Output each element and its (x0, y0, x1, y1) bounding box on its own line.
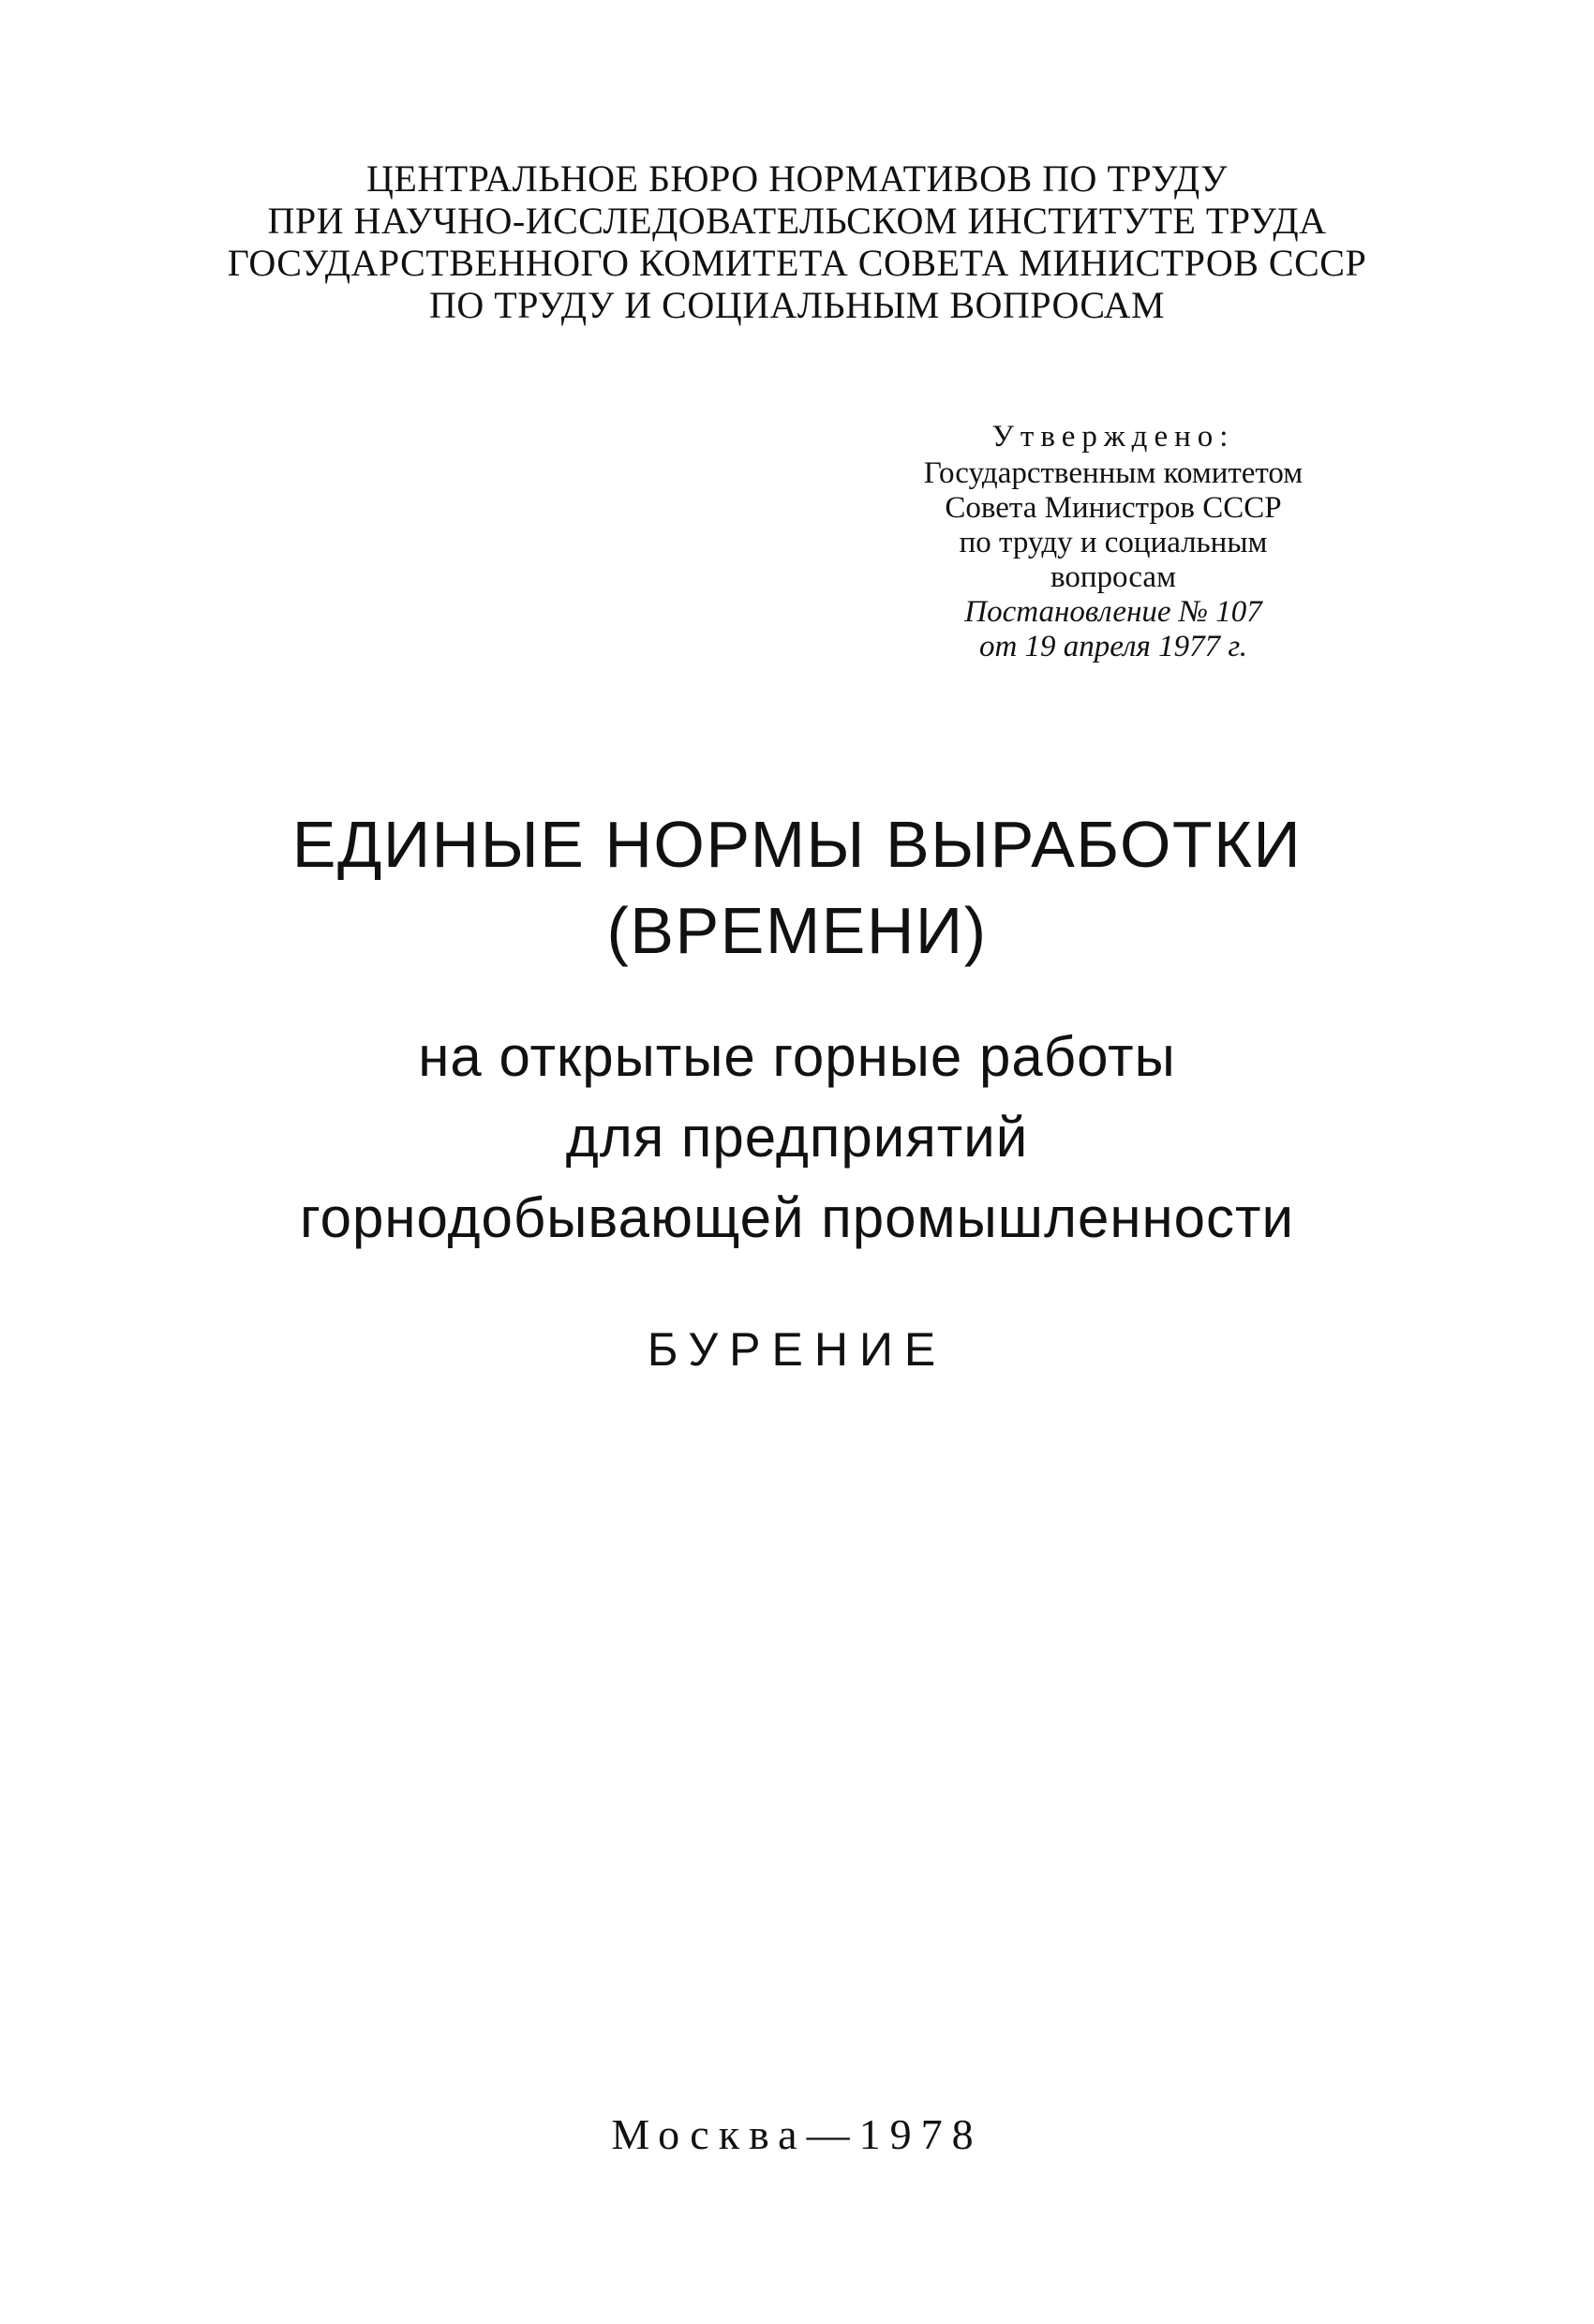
approval-date: от 19 апреля 1977 г. (978, 630, 1248, 663)
approval-line: Государственным комитетом (923, 456, 1304, 490)
title-line: ЕДИНЫЕ НОРМЫ ВЫРАБОТКИ (291, 808, 1303, 881)
approval-line: по труду и социальным (959, 526, 1268, 559)
imprint-footer: Москва—1978 (611, 2110, 983, 2158)
header-line: ПРИ НАУЧНО-ИССЛЕДОВАТЕЛЬСКОМ ИНСТИТУТЕ ТРУДА (267, 200, 1327, 242)
approval-label: Утверждено: (991, 420, 1235, 454)
header-line: ПО ТРУДУ И СОЦИАЛЬНЫМ ВОПРОСАМ (428, 284, 1166, 326)
subtitle-line: на открытые горные работы (418, 1025, 1176, 1088)
approval-line: Совета Министров СССР (945, 491, 1282, 525)
document-title (0, 801, 1594, 974)
subtitle-line: горнодобывающей промышленности (300, 1186, 1294, 1249)
header-line: ЦЕНТРАЛЬНОЕ БЮРО НОРМАТИВОВ ПО ТРУДУ (365, 157, 1228, 200)
approval-block (898, 420, 1329, 664)
approval-decree: Постановление № 107 (964, 595, 1262, 629)
organization-header (0, 157, 1594, 326)
subtitle-line: для предприятий (565, 1106, 1029, 1169)
title-line: (ВРЕМЕНИ) (606, 894, 988, 967)
section-heading: БУРЕНИЕ (647, 1323, 947, 1376)
document-subtitle (0, 1017, 1594, 1259)
approval-line: вопросам (1050, 560, 1176, 594)
header-line: ГОСУДАРСТВЕННОГО КОМИТЕТА СОВЕТА МИНИСТРОВ СССР (227, 242, 1367, 284)
